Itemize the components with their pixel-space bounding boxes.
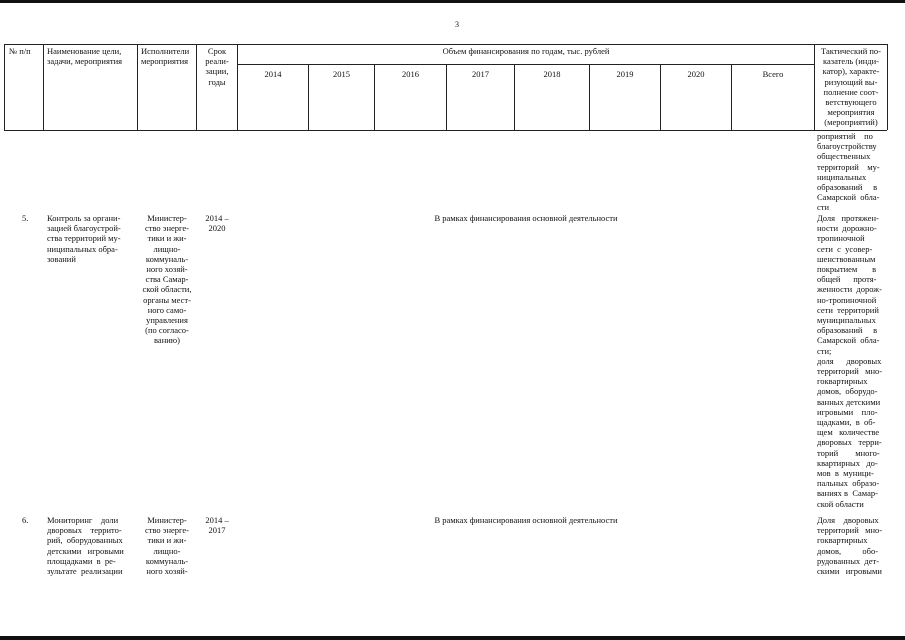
column-divider (43, 44, 44, 130)
header-year: 2020 (687, 69, 705, 79)
bottom-border (0, 636, 905, 640)
row-indicator: Доля протяжен- ности дорожно- тропиночной сети с усовер- шенствованным покрытием в общей протя- женности дорож- но-тропиночной сети территорий муниципальных образований в Самарской обла- сти; доля дворовых территорий мно- гоквартирных домов, оборудо- ванных детскими игровыми пло- щадками, в об- щем количестве дворовых терри- торий много- квартирных до- мов в муници- пальных образо- ваниях в Самар- ской области (817, 213, 883, 509)
header-year: 2015 (333, 69, 350, 79)
row-funding: В рамках финансирования основной деятельности (434, 213, 618, 223)
column-divider (4, 44, 5, 130)
header-year: 2018 (543, 69, 561, 79)
header-years-rule (237, 64, 814, 65)
header-term: Срок реали- зации, годы (205, 46, 229, 87)
page-number: 3 (455, 20, 459, 29)
row-number: 6. (22, 515, 29, 525)
column-divider (137, 44, 138, 130)
top-border (0, 0, 905, 3)
header-number: № п/п (9, 46, 31, 56)
header-name: Наименование цели, задачи, мероприятия (47, 46, 123, 67)
header-year: 2019 (616, 69, 634, 79)
header-year-total: Всего (762, 69, 784, 79)
header-year: 2017 (472, 69, 489, 79)
header-year: 2014 (264, 69, 282, 79)
header-indicator: Тактический по- казатель (инди- катор), характе- ризующий вы- полнение соот- ветствующего мероприятия (мероприятий) (820, 46, 882, 128)
row-indicator: Доля дворовых территорий мно- гоквартирных домов, обо- рудованных дет- скими игровыми (817, 515, 883, 577)
row-number: 5. (22, 213, 29, 223)
header-bottom-rule (4, 130, 887, 131)
row-name: Контроль за органи- зацией благоустрой- ства территорий му- ниципальных обра- зований (47, 213, 121, 264)
row-term: 2014 – 2017 (205, 515, 229, 536)
indicator-continuation: роприятий по благоустройству общественных территорий му- ниципальных образований в Самарской обла- сти (817, 131, 880, 213)
row-name: Мониторинг доли дворовых террито- рий, оборудованных детскими игровыми площадками в ре- зультате реализации (47, 515, 124, 577)
header-executors: Исполнители мероприятия (141, 46, 190, 67)
row-funding: В рамках финансирования основной деятельности (434, 515, 618, 525)
column-divider (237, 44, 238, 130)
row-executors: Министер- ство энерге- тики и жи- лищно- коммуналь- ного хозяй- ства Самар- ской области, органы мест- ного само- управления (по согласо- ванию) (142, 213, 192, 346)
header-funding: Объем финансирования по годам, тыс. рублей (442, 46, 610, 56)
column-divider (887, 44, 888, 130)
row-executors: Министер- ство энерге- тики и жи- лищно- коммуналь- ного хозяй- (144, 515, 189, 577)
row-term: 2014 – 2020 (205, 213, 229, 234)
header-year: 2016 (402, 69, 419, 79)
